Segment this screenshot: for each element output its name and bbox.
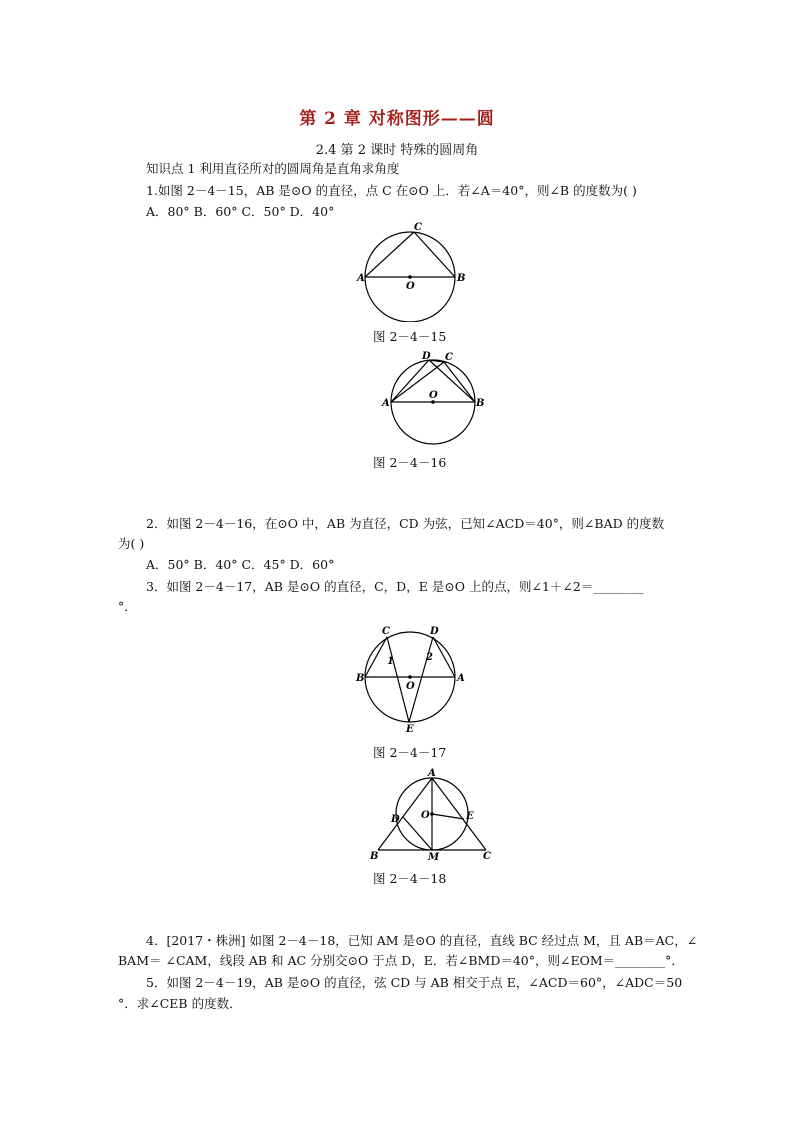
chapter-title: 第 2 章 对称图形——圆 xyxy=(299,109,495,129)
fig17-label-E: E xyxy=(406,724,414,734)
fig18-label-A: A xyxy=(428,768,436,779)
figure-2-4-15-caption: 图 2－4－15 xyxy=(373,329,447,344)
question-4-line-1: 4．[2017・株洲] 如图 2－4－18，已知 AM 是⊙O 的直径，直线 BC 经过点 M，且 AB＝AC，∠ xyxy=(146,933,698,948)
question-5-line-2: °．求∠CEB 的度数． xyxy=(118,996,242,1011)
fig18-label-M: M xyxy=(428,852,440,862)
fig15-label-B: B xyxy=(457,273,466,284)
fig16-label-A: A xyxy=(382,398,390,409)
fig18-label-C: C xyxy=(483,851,491,862)
fig16-label-D: D xyxy=(422,351,431,362)
question-1-options: A．80° B．60° C．50° D．40° xyxy=(146,204,335,219)
fig15-label-O: O xyxy=(406,281,415,292)
question-2-options: A．50° B．40° C．45° D．60° xyxy=(146,557,335,572)
knowledge-point-heading: 知识点 1 利用直径所对的圆周角是直角求角度 xyxy=(146,161,400,176)
figure-2-4-16 xyxy=(378,347,492,447)
figure-2-4-15 xyxy=(350,218,470,322)
fig17-label-C: C xyxy=(382,626,390,637)
question-5-line-1: 5．如图 2－4－19，AB 是⊙O 的直径，弦 CD 与 AB 相交于点 E，∠ACD＝60°，∠ADC＝50 xyxy=(146,975,683,990)
fig16-label-O: O xyxy=(429,390,438,401)
fig18-label-O: O xyxy=(421,810,430,821)
question-3-line-2: °． xyxy=(118,599,137,614)
question-2-line-2: 为( ) xyxy=(118,536,145,551)
fig17-label-1: 1 xyxy=(387,656,394,667)
fig15-label-A: A xyxy=(357,273,365,284)
figure-2-4-17-caption: 图 2－4－17 xyxy=(373,745,447,760)
section-title: 2.4 第 2 课时 特殊的圆周角 xyxy=(315,143,479,158)
figure-2-4-16-caption: 图 2－4－16 xyxy=(373,455,447,470)
question-2-line-1: 2．如图 2－4－16，在⊙O 中，AB 为直径，CD 为弦，已知∠ACD＝40°，则∠BAD 的度数 xyxy=(146,516,665,531)
question-3-line-1: 3．如图 2－4－17，AB 是⊙O 的直径，C，D，E 是⊙O 上的点，则∠1＋∠2＝________ xyxy=(146,579,644,594)
figure-2-4-17 xyxy=(350,622,474,734)
fig17-label-A: A xyxy=(457,673,465,684)
fig18-label-B: B xyxy=(370,851,379,862)
figure-2-4-18-caption: 图 2－4－18 xyxy=(373,871,447,886)
question-4-line-2: BAM＝ ∠CAM，线段 AB 和 AC 分别交⊙O 于点 D，E．若∠BMD＝40°，则∠EOM＝________°． xyxy=(118,953,684,968)
fig17-label-B: B xyxy=(356,673,365,684)
fig17-label-O: O xyxy=(406,681,415,692)
fig16-label-B: B xyxy=(476,398,485,409)
fig15-label-C: C xyxy=(414,222,422,233)
fig17-label-D: D xyxy=(430,626,439,637)
question-1-text: 1.如图 2－4－15，AB 是⊙O 的直径，点 C 在⊙O 上．若∠A＝40°，则∠B 的度数为( ) xyxy=(146,183,637,198)
fig16-label-C: C xyxy=(445,352,453,363)
fig18-label-D: D xyxy=(391,814,400,825)
fig18-label-E: E xyxy=(466,811,474,822)
figure-2-4-18 xyxy=(366,766,500,862)
fig17-label-2: 2 xyxy=(426,652,433,663)
